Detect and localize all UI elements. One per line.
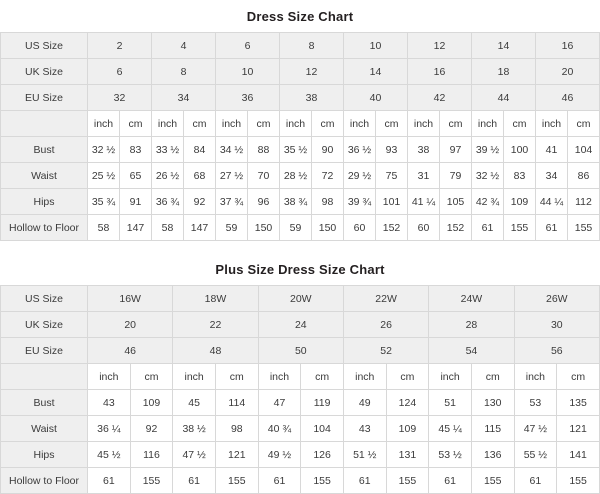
table-row bbox=[1, 442, 600, 468]
measure-cell: 42 ¾ bbox=[472, 189, 504, 215]
size-cell: 16 bbox=[536, 33, 600, 59]
unit-cell: cm bbox=[376, 111, 408, 137]
measure-cell: 51 bbox=[429, 390, 472, 416]
size-cell: 36 bbox=[216, 85, 280, 111]
measure-cell: 58 bbox=[88, 215, 120, 241]
measure-cell: 104 bbox=[301, 416, 344, 442]
measure-cell: 61 bbox=[173, 468, 216, 494]
measure-cell: 124 bbox=[386, 390, 429, 416]
table-row bbox=[1, 364, 600, 390]
size-cell: 42 bbox=[408, 85, 472, 111]
unit-cell: inch bbox=[173, 364, 216, 390]
size-cell: 14 bbox=[472, 33, 536, 59]
measure-cell: 155 bbox=[568, 215, 600, 241]
table-row bbox=[1, 215, 600, 241]
table-row bbox=[1, 33, 600, 59]
size-cell: 20 bbox=[536, 59, 600, 85]
measure-cell: 53 ½ bbox=[429, 442, 472, 468]
unit-cell: cm bbox=[386, 364, 429, 390]
measure-cell: 58 bbox=[152, 215, 184, 241]
measure-cell: 150 bbox=[312, 215, 344, 241]
measure-cell: 109 bbox=[386, 416, 429, 442]
size-table bbox=[0, 285, 600, 494]
unit-cell: inch bbox=[344, 111, 376, 137]
unit-cell: cm bbox=[312, 111, 344, 137]
measure-cell: 155 bbox=[301, 468, 344, 494]
measure-cell: 90 bbox=[312, 137, 344, 163]
row-label bbox=[1, 364, 88, 390]
measure-cell: 152 bbox=[376, 215, 408, 241]
measure-cell: 35 ½ bbox=[280, 137, 312, 163]
row-label: Hips bbox=[1, 189, 88, 215]
unit-cell: inch bbox=[514, 364, 557, 390]
size-cell: 50 bbox=[258, 338, 343, 364]
measure-cell: 97 bbox=[440, 137, 472, 163]
measure-cell: 61 bbox=[343, 468, 386, 494]
measure-cell: 49 ½ bbox=[258, 442, 301, 468]
size-chart-block bbox=[0, 0, 600, 241]
measure-cell: 116 bbox=[130, 442, 173, 468]
measure-cell: 36 ¼ bbox=[88, 416, 131, 442]
row-label: US Size bbox=[1, 33, 88, 59]
unit-cell: cm bbox=[504, 111, 536, 137]
measure-cell: 60 bbox=[344, 215, 376, 241]
table-row bbox=[1, 286, 600, 312]
measure-cell: 40 ¾ bbox=[258, 416, 301, 442]
table-row bbox=[1, 390, 600, 416]
table-row bbox=[1, 85, 600, 111]
measure-cell: 112 bbox=[568, 189, 600, 215]
row-label: Hips bbox=[1, 442, 88, 468]
measure-cell: 121 bbox=[215, 442, 258, 468]
measure-cell: 96 bbox=[248, 189, 280, 215]
measure-cell: 101 bbox=[376, 189, 408, 215]
measure-cell: 136 bbox=[471, 442, 514, 468]
measure-cell: 25 ½ bbox=[88, 163, 120, 189]
measure-cell: 28 ½ bbox=[280, 163, 312, 189]
unit-cell: inch bbox=[536, 111, 568, 137]
measure-cell: 104 bbox=[568, 137, 600, 163]
measure-cell: 83 bbox=[120, 137, 152, 163]
measure-cell: 119 bbox=[301, 390, 344, 416]
measure-cell: 147 bbox=[184, 215, 216, 241]
measure-cell: 47 ½ bbox=[173, 442, 216, 468]
size-cell: 20W bbox=[258, 286, 343, 312]
row-label: Waist bbox=[1, 416, 88, 442]
unit-cell: inch bbox=[258, 364, 301, 390]
unit-cell: inch bbox=[280, 111, 312, 137]
measure-cell: 47 ½ bbox=[514, 416, 557, 442]
measure-cell: 109 bbox=[504, 189, 536, 215]
measure-cell: 59 bbox=[216, 215, 248, 241]
measure-cell: 135 bbox=[557, 390, 600, 416]
unit-cell: inch bbox=[216, 111, 248, 137]
size-cell: 28 bbox=[429, 312, 514, 338]
row-label: Hollow to Floor bbox=[1, 468, 88, 494]
chart-title: Plus Size Dress Size Chart bbox=[0, 253, 600, 285]
table-row bbox=[1, 111, 600, 137]
unit-cell: inch bbox=[88, 364, 131, 390]
unit-cell: inch bbox=[472, 111, 504, 137]
measure-cell: 131 bbox=[386, 442, 429, 468]
measure-cell: 121 bbox=[557, 416, 600, 442]
unit-cell: cm bbox=[248, 111, 280, 137]
row-label: EU Size bbox=[1, 338, 88, 364]
measure-cell: 155 bbox=[215, 468, 258, 494]
measure-cell: 115 bbox=[471, 416, 514, 442]
measure-cell: 92 bbox=[184, 189, 216, 215]
size-cell: 10 bbox=[344, 33, 408, 59]
unit-cell: cm bbox=[130, 364, 173, 390]
size-cell: 18 bbox=[472, 59, 536, 85]
measure-cell: 29 ½ bbox=[344, 163, 376, 189]
unit-cell: cm bbox=[301, 364, 344, 390]
size-cell: 32 bbox=[88, 85, 152, 111]
measure-cell: 37 ¾ bbox=[216, 189, 248, 215]
row-label: Hollow to Floor bbox=[1, 215, 88, 241]
size-cell: 38 bbox=[280, 85, 344, 111]
measure-cell: 61 bbox=[514, 468, 557, 494]
measure-cell: 98 bbox=[215, 416, 258, 442]
row-label bbox=[1, 111, 88, 137]
size-cell: 22 bbox=[173, 312, 258, 338]
chart-title: Dress Size Chart bbox=[0, 0, 600, 32]
table-row bbox=[1, 59, 600, 85]
table-row bbox=[1, 137, 600, 163]
size-cell: 18W bbox=[173, 286, 258, 312]
size-cell: 16 bbox=[408, 59, 472, 85]
size-cell: 12 bbox=[280, 59, 344, 85]
size-cell: 26 bbox=[343, 312, 428, 338]
unit-cell: cm bbox=[568, 111, 600, 137]
measure-cell: 105 bbox=[440, 189, 472, 215]
measure-cell: 45 bbox=[173, 390, 216, 416]
measure-cell: 38 ½ bbox=[173, 416, 216, 442]
measure-cell: 61 bbox=[88, 468, 131, 494]
measure-cell: 152 bbox=[440, 215, 472, 241]
size-cell: 16W bbox=[88, 286, 173, 312]
measure-cell: 70 bbox=[248, 163, 280, 189]
row-label: UK Size bbox=[1, 312, 88, 338]
table-row bbox=[1, 416, 600, 442]
size-cell: 54 bbox=[429, 338, 514, 364]
measure-cell: 32 ½ bbox=[88, 137, 120, 163]
size-cell: 52 bbox=[343, 338, 428, 364]
measure-cell: 59 bbox=[280, 215, 312, 241]
size-cell: 30 bbox=[514, 312, 599, 338]
row-label: Bust bbox=[1, 137, 88, 163]
measure-cell: 61 bbox=[258, 468, 301, 494]
size-table bbox=[0, 32, 600, 241]
measure-cell: 83 bbox=[504, 163, 536, 189]
measure-cell: 88 bbox=[248, 137, 280, 163]
measure-cell: 68 bbox=[184, 163, 216, 189]
table-row bbox=[1, 189, 600, 215]
measure-cell: 53 bbox=[514, 390, 557, 416]
size-cell: 34 bbox=[152, 85, 216, 111]
measure-cell: 35 ¾ bbox=[88, 189, 120, 215]
size-cell: 8 bbox=[152, 59, 216, 85]
measure-cell: 31 bbox=[408, 163, 440, 189]
measure-cell: 79 bbox=[440, 163, 472, 189]
size-cell: 8 bbox=[280, 33, 344, 59]
size-cell: 4 bbox=[152, 33, 216, 59]
measure-cell: 33 ½ bbox=[152, 137, 184, 163]
row-label: Waist bbox=[1, 163, 88, 189]
size-cell: 6 bbox=[88, 59, 152, 85]
unit-cell: cm bbox=[471, 364, 514, 390]
measure-cell: 34 bbox=[536, 163, 568, 189]
measure-cell: 130 bbox=[471, 390, 514, 416]
unit-cell: cm bbox=[120, 111, 152, 137]
measure-cell: 51 ½ bbox=[343, 442, 386, 468]
measure-cell: 109 bbox=[130, 390, 173, 416]
unit-cell: cm bbox=[557, 364, 600, 390]
measure-cell: 86 bbox=[568, 163, 600, 189]
measure-cell: 43 bbox=[88, 390, 131, 416]
measure-cell: 155 bbox=[471, 468, 514, 494]
size-cell: 6 bbox=[216, 33, 280, 59]
measure-cell: 91 bbox=[120, 189, 152, 215]
measure-cell: 155 bbox=[386, 468, 429, 494]
measure-cell: 43 bbox=[343, 416, 386, 442]
unit-cell: cm bbox=[440, 111, 472, 137]
row-label: US Size bbox=[1, 286, 88, 312]
unit-cell: inch bbox=[343, 364, 386, 390]
measure-cell: 93 bbox=[376, 137, 408, 163]
unit-cell: inch bbox=[152, 111, 184, 137]
unit-cell: inch bbox=[429, 364, 472, 390]
measure-cell: 155 bbox=[557, 468, 600, 494]
measure-cell: 39 ½ bbox=[472, 137, 504, 163]
row-label: Bust bbox=[1, 390, 88, 416]
measure-cell: 55 ½ bbox=[514, 442, 557, 468]
size-chart-block bbox=[0, 253, 600, 494]
measure-cell: 26 ½ bbox=[152, 163, 184, 189]
measure-cell: 44 ¼ bbox=[536, 189, 568, 215]
measure-cell: 100 bbox=[504, 137, 536, 163]
size-cell: 46 bbox=[88, 338, 173, 364]
table-row bbox=[1, 338, 600, 364]
measure-cell: 36 ¾ bbox=[152, 189, 184, 215]
size-cell: 12 bbox=[408, 33, 472, 59]
measure-cell: 65 bbox=[120, 163, 152, 189]
size-cell: 40 bbox=[344, 85, 408, 111]
size-cell: 22W bbox=[343, 286, 428, 312]
measure-cell: 141 bbox=[557, 442, 600, 468]
measure-cell: 47 bbox=[258, 390, 301, 416]
measure-cell: 155 bbox=[130, 468, 173, 494]
measure-cell: 61 bbox=[536, 215, 568, 241]
measure-cell: 60 bbox=[408, 215, 440, 241]
measure-cell: 32 ½ bbox=[472, 163, 504, 189]
measure-cell: 36 ½ bbox=[344, 137, 376, 163]
row-label: UK Size bbox=[1, 59, 88, 85]
size-cell: 44 bbox=[472, 85, 536, 111]
size-cell: 20 bbox=[88, 312, 173, 338]
size-cell: 14 bbox=[344, 59, 408, 85]
measure-cell: 39 ¾ bbox=[344, 189, 376, 215]
measure-cell: 49 bbox=[343, 390, 386, 416]
measure-cell: 84 bbox=[184, 137, 216, 163]
table-row bbox=[1, 312, 600, 338]
measure-cell: 41 ¼ bbox=[408, 189, 440, 215]
measure-cell: 27 ½ bbox=[216, 163, 248, 189]
measure-cell: 147 bbox=[120, 215, 152, 241]
measure-cell: 38 ¾ bbox=[280, 189, 312, 215]
measure-cell: 150 bbox=[248, 215, 280, 241]
size-cell: 56 bbox=[514, 338, 599, 364]
unit-cell: inch bbox=[408, 111, 440, 137]
size-cell: 46 bbox=[536, 85, 600, 111]
measure-cell: 45 ¼ bbox=[429, 416, 472, 442]
size-cell: 26W bbox=[514, 286, 599, 312]
chart-separator bbox=[0, 241, 600, 253]
measure-cell: 114 bbox=[215, 390, 258, 416]
row-label: EU Size bbox=[1, 85, 88, 111]
measure-cell: 61 bbox=[429, 468, 472, 494]
measure-cell: 92 bbox=[130, 416, 173, 442]
table-row bbox=[1, 163, 600, 189]
measure-cell: 155 bbox=[504, 215, 536, 241]
measure-cell: 45 ½ bbox=[88, 442, 131, 468]
size-cell: 10 bbox=[216, 59, 280, 85]
measure-cell: 72 bbox=[312, 163, 344, 189]
size-cell: 2 bbox=[88, 33, 152, 59]
size-cell: 24W bbox=[429, 286, 514, 312]
unit-cell: inch bbox=[88, 111, 120, 137]
measure-cell: 61 bbox=[472, 215, 504, 241]
measure-cell: 126 bbox=[301, 442, 344, 468]
measure-cell: 75 bbox=[376, 163, 408, 189]
measure-cell: 98 bbox=[312, 189, 344, 215]
unit-cell: cm bbox=[215, 364, 258, 390]
measure-cell: 41 bbox=[536, 137, 568, 163]
size-cell: 24 bbox=[258, 312, 343, 338]
measure-cell: 38 bbox=[408, 137, 440, 163]
unit-cell: cm bbox=[184, 111, 216, 137]
measure-cell: 34 ½ bbox=[216, 137, 248, 163]
size-cell: 48 bbox=[173, 338, 258, 364]
